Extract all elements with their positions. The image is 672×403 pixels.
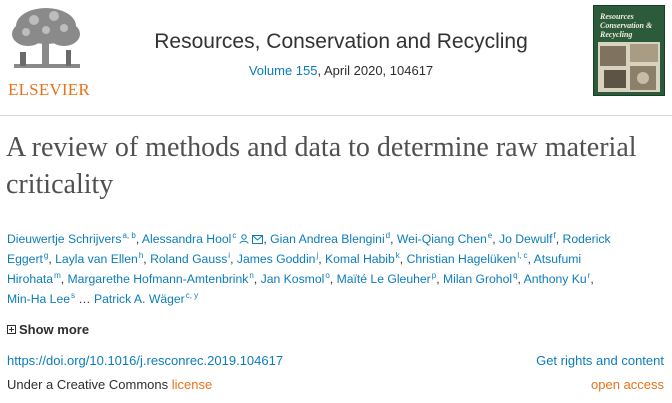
author-affiliation-marker[interactable]: o: [325, 271, 330, 280]
header-divider: [0, 115, 672, 116]
author-affiliation-marker[interactable]: s: [71, 291, 75, 300]
author-affiliation-marker[interactable]: a, b: [122, 231, 136, 240]
author-line-4: [7, 289, 667, 309]
elsevier-tree-icon: [6, 4, 88, 76]
journal-issue-info: [150, 63, 532, 78]
author-affiliation-marker[interactable]: h: [138, 251, 144, 260]
author-name[interactable]: Maïté Le Gleuher: [336, 272, 431, 286]
author-affiliation-marker[interactable]: e: [487, 231, 493, 240]
author-separator: ,: [555, 232, 563, 246]
author-line-2: [7, 249, 667, 269]
author-list: [7, 229, 667, 309]
author-name[interactable]: Alessandra Hool: [141, 232, 232, 246]
author-name[interactable]: Patrick A. Wäger: [93, 292, 185, 306]
person-icon: [239, 234, 249, 244]
cover-image-icon: [598, 42, 660, 92]
author-separator: ,: [390, 232, 397, 246]
author-name[interactable]: Roland Gauss: [150, 252, 228, 266]
author-affiliation-marker[interactable]: d: [385, 231, 391, 240]
author-name[interactable]: Min-Ha Lee: [7, 292, 70, 306]
email-icon[interactable]: [252, 235, 263, 244]
license-statement: [7, 377, 212, 392]
author-affiliation-marker[interactable]: l, c: [517, 251, 528, 260]
author-name[interactable]: Wei-Qiang Chen: [396, 232, 487, 246]
author-separator: ,: [399, 252, 407, 266]
author-separator: ,: [143, 252, 151, 266]
elsevier-logo[interactable]: [6, 4, 90, 99]
author-name[interactable]: Roderick: [562, 232, 611, 246]
cover-title-line-2: Conservation &: [600, 21, 653, 30]
journal-title[interactable]: Resources, Conservation and Recycling: [154, 30, 528, 53]
author-separator: ,: [318, 252, 326, 266]
open-access-badge: open access: [591, 377, 664, 392]
issue-date-and-number: , April 2020, 104617: [317, 63, 434, 78]
author-name[interactable]: Eggert: [7, 252, 43, 266]
author-name[interactable]: Margarethe Hofmann-Amtenbrink: [67, 272, 249, 286]
author-separator: ,: [230, 252, 237, 266]
author-name[interactable]: James Goddin: [236, 252, 316, 266]
author-separator: ,: [329, 272, 337, 286]
author-affiliation-marker[interactable]: g: [43, 251, 49, 260]
author-name[interactable]: Komal Habib: [325, 252, 395, 266]
author-separator: ,: [48, 252, 56, 266]
author-affiliation-marker[interactable]: j: [316, 251, 319, 260]
author-affiliation-marker[interactable]: m: [54, 271, 61, 280]
author-separator: ,: [492, 232, 499, 246]
author-affiliation-marker[interactable]: q: [513, 271, 518, 280]
author-separator: ,: [527, 252, 534, 266]
show-more-button[interactable]: [7, 322, 89, 337]
author-name[interactable]: Anthony Ku: [523, 272, 587, 286]
cover-title-line-1: Resources: [600, 12, 634, 21]
journal-cover[interactable]: [593, 5, 665, 96]
author-name[interactable]: Christian Hagelüken: [406, 252, 517, 266]
author-affiliation-marker[interactable]: n: [249, 271, 254, 280]
author-name[interactable]: Jo Dewulf: [499, 232, 553, 246]
author-affiliation-marker[interactable]: i: [228, 251, 231, 260]
license-link[interactable]: license: [171, 377, 213, 392]
author-affiliation-marker[interactable]: f: [553, 231, 556, 240]
author-separator: ,: [253, 272, 261, 286]
author-separator: ,: [135, 232, 142, 246]
author-separator: ,: [436, 272, 443, 286]
license-prefix: Under a Creative Commons: [7, 377, 172, 392]
author-separator: ,: [590, 272, 594, 286]
show-more-label: Show more: [19, 322, 90, 337]
author-name[interactable]: Milan Grohol: [442, 272, 513, 286]
author-name[interactable]: Dieuwertje Schrijvers: [7, 232, 122, 246]
rights-link[interactable]: Get rights and content: [536, 353, 664, 368]
author-name[interactable]: Layla van Ellen: [55, 252, 138, 266]
author-affiliation-marker[interactable]: r: [587, 271, 591, 280]
author-name[interactable]: Jan Kosmol: [260, 272, 325, 286]
elsevier-wordmark: ELSEVIER: [8, 80, 90, 99]
volume-link[interactable]: Volume 155: [248, 63, 318, 78]
cover-title: [600, 12, 652, 39]
author-separator: ,: [60, 272, 68, 286]
author-name[interactable]: Gian Andrea Blengini: [270, 232, 385, 246]
author-affiliation-marker[interactable]: c, y: [185, 291, 199, 300]
author-line-3: [7, 269, 667, 289]
author-name[interactable]: Atsufumi: [533, 252, 582, 266]
author-name[interactable]: Hirohata: [7, 272, 54, 286]
author-affiliation-marker[interactable]: k: [395, 251, 400, 260]
cover-title-line-3: Recycling: [600, 30, 633, 39]
author-line-1: [7, 229, 667, 249]
author-separator: ,: [517, 272, 524, 286]
article-title: A review of methods and data to determine raw material criticality: [6, 132, 637, 200]
plus-icon: [7, 325, 16, 334]
author-affiliation-marker[interactable]: p: [431, 271, 437, 280]
author-affiliation-marker[interactable]: c: [232, 231, 237, 240]
doi-link[interactable]: https://doi.org/10.1016/j.resconrec.2019.104617: [7, 353, 284, 368]
author-ellipsis: …: [75, 292, 94, 306]
author-separator: ,: [263, 232, 271, 246]
